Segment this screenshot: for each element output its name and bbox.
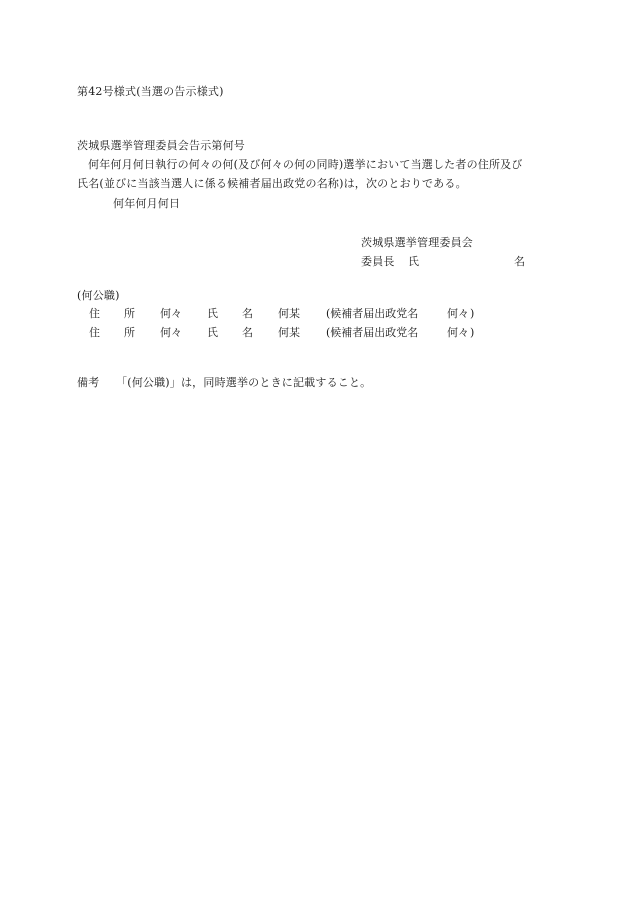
issuer-organization: 茨城県選挙管理委員会 (361, 236, 473, 249)
notice-number: 茨城県選挙管理委員会告示第何号 (77, 139, 245, 152)
address-label-char-2: 所 (124, 326, 135, 339)
party-label: (候補者届出政党名 (326, 326, 419, 339)
issuer-chair-label: 委員長 (361, 255, 395, 268)
party-value: 何々 (447, 307, 469, 320)
party-close-paren: ) (470, 307, 475, 320)
issuer-chair-name-first-char: 氏 (408, 255, 420, 268)
notice-body-line-2: 氏名(並びに当該当選人に係る候補者届出政党の名称)は，次のとおりである。 (77, 177, 467, 190)
address-value: 何々 (160, 307, 182, 320)
address-label-char-2: 所 (124, 307, 135, 320)
notice-body-line-1: 何年何月何日執行の何々の何(及び何々の何の同時)選挙において当選した者の住所及び (88, 158, 523, 171)
party-label: (候補者届出政党名 (326, 307, 419, 320)
name-label-char-1: 氏 (207, 307, 218, 320)
notice-date: 何年何月何日 (113, 197, 181, 210)
remark-label: 備考 (77, 376, 100, 389)
issuer-chair-name-last-char: 名 (514, 255, 526, 268)
name-value: 何某 (278, 326, 300, 339)
form-title: 第42号様式(当選の告示様式) (77, 85, 224, 98)
address-value: 何々 (160, 326, 182, 339)
post-label: (何公職) (77, 289, 120, 302)
name-label-char-2: 名 (242, 326, 253, 339)
address-label-char-1: 住 (89, 307, 100, 320)
name-label-char-1: 氏 (207, 326, 218, 339)
remark-text: 「(何公職)」は，同時選挙のときに記載すること。 (116, 376, 372, 389)
party-value: 何々 (447, 326, 469, 339)
address-label-char-1: 住 (89, 326, 100, 339)
name-value: 何某 (278, 307, 300, 320)
name-label-char-2: 名 (242, 307, 253, 320)
party-close-paren: ) (470, 326, 475, 339)
